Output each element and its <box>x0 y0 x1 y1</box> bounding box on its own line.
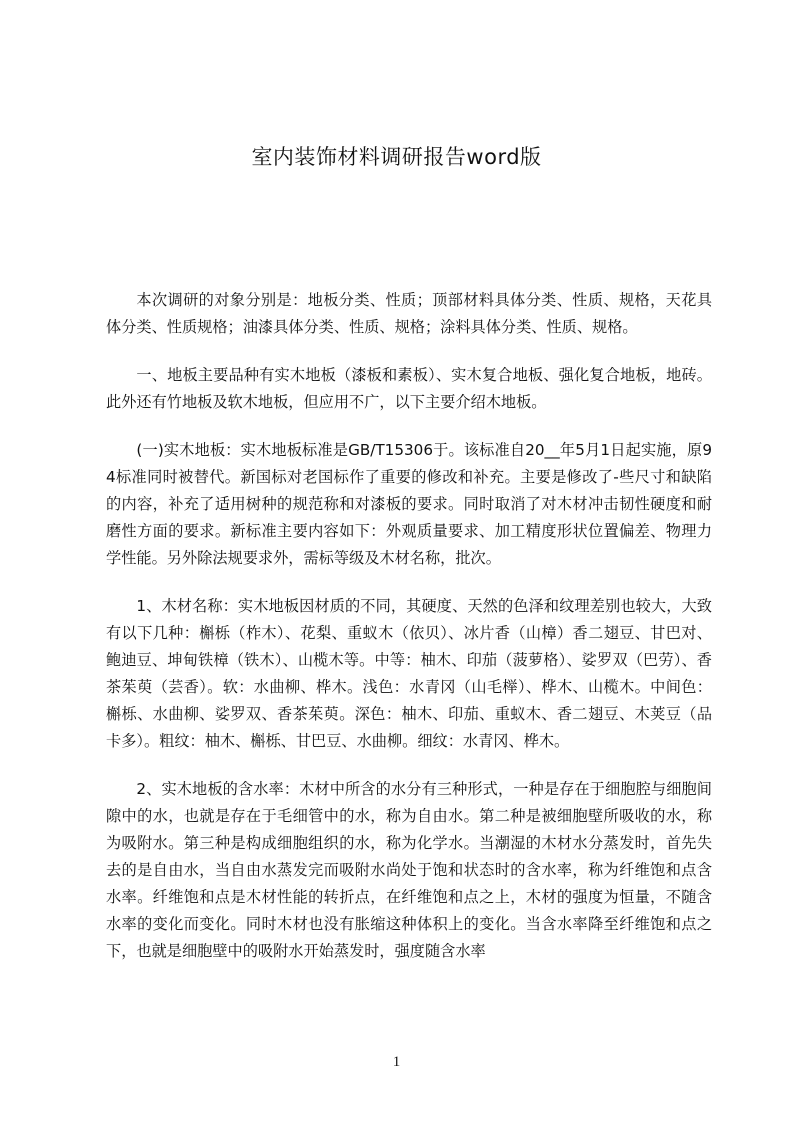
document-body <box>106 287 712 986</box>
document-title: 室内装饰材料调研报告word版 <box>251 145 542 169</box>
paragraph-intro: 本次调研的对象分别是：地板分类、性质；顶部材料具体分类、性质、规格，天花具体分类、性质规格；油漆具体分类、性质、规格；涂料具体分类、性质、规格。 <box>106 291 712 336</box>
page-number: 1 <box>392 1054 401 1070</box>
paragraph-floor-types: 一、地板主要品种有实木地板（漆板和素板）、实木复合地板、强化复合地板，地砖。此外还有竹地板及软木地板，但应用不广，以下主要介绍木地板。 <box>106 366 712 411</box>
paragraph-solid-wood-standard: (一)实木地板：实木地板标准是GB/T15306于。该标准自20__年5月1日起实施，原94标准同时被替代。新国标对老国标作了重要的修改和补充。主要是修改了-些尺寸和缺陷的内容，补充了适用树种的规范称和对漆板的要求。同时取消了对木材冲击韧性硬度和耐磨性方面的要求。新标准主要内容如下：外观质量要求、加工精度形状位置偏差、物理力学性能。另外除法规要求外，需标等级及木材名称，批次。 <box>106 441 712 567</box>
paragraph-wood-names: 1、木材名称：实木地板因材质的不同，其硬度、天然的色泽和纹理差别也较大，大致有以下几种：槲栎（柞木）、花梨、重蚁木（依贝）、冰片香（山樟）香二翅豆、甘巴对、鲍迪豆、坤甸铁樟（铁木）、山榄木等。中等：柚木、印茄（菠萝格）、娑罗双（巴劳）、香茶茱萸（芸香）。软：水曲柳、桦木。浅色：水青冈（山毛榉）、桦木、山榄木。中间色：槲栎、水曲柳、娑罗双、香茶茱萸。深色：柚木、印茄、重蚁木、香二翅豆、木荚豆（品卡多）。粗纹：柚木、槲栎、甘巴豆、水曲柳。细纹：水青冈、桦木。 <box>106 597 712 750</box>
paragraph-moisture-content: 2、实木地板的含水率：木材中所含的水分有三种形式，一种是存在于细胞腔与细胞间隙中的水，也就是存在于毛细管中的水，称为自由水。第二种是被细胞壁所吸收的水，称为吸附水。第三种是构成细胞组织的水，称为化学水。当潮湿的木材水分蒸发时，首先失去的是自由水，当自由水蒸发完而吸附水尚处于饱和状态时的含水率，称为纤维饱和点含水率。纤维饱和点是木材性能的转折点，在纤维饱和点之上，木材的强度为恒量，不随含水率的变化而变化。同时木材也没有胀缩这种体积上的变化。当含水率降至纤维饱和点之下，也就是细胞壁中的吸附水开始蒸发时，强度随含水率 <box>106 780 712 960</box>
